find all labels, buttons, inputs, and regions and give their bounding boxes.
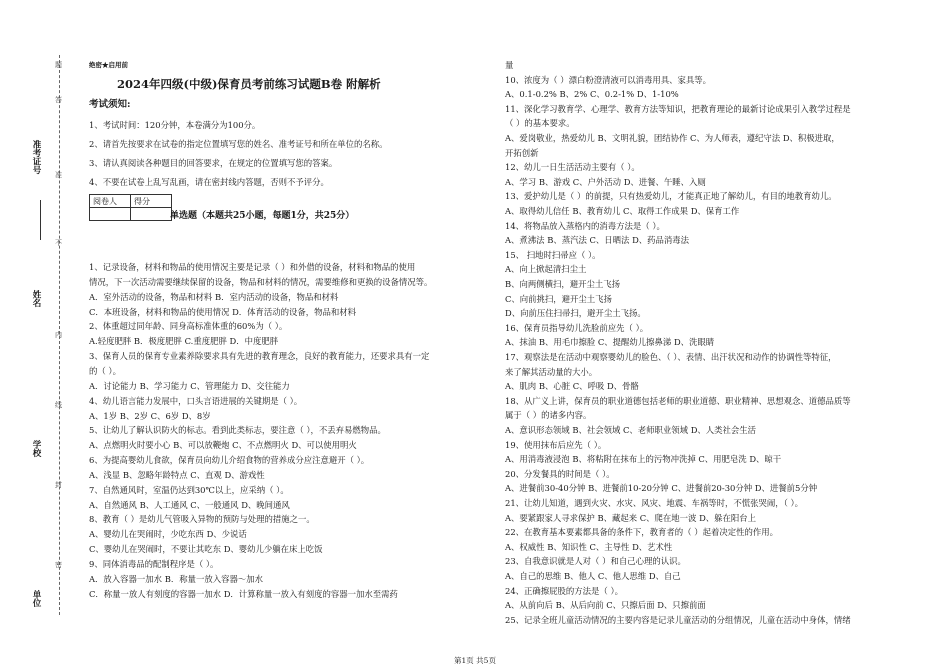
question-line: A、0.1-0.2% B、2% C、0.2-1% D、1-10% [505, 89, 679, 100]
question-line: A、从前向后 B、从后向前 C、只擦后面 D、只擦前面 [505, 600, 706, 611]
seal-mark-da: 答 [55, 96, 62, 104]
score-table-cell[interactable] [131, 208, 172, 221]
section-heading: 单选题（本题共25小题，每题1分，共25分） [170, 211, 355, 221]
question-line: 22、在教育基本要素都具备的条件下，教育者的（ ）起着决定性的作用。 [505, 527, 778, 538]
notice-item: 1、考试时间：120分钟，本卷满分为100分。 [89, 120, 261, 130]
question-line: A、自己的思维 B、他人 C、他人思维 D、自己 [505, 571, 681, 581]
question-line: 14、将物品放入蒸格内的消毒方法是（ ）。 [505, 220, 665, 231]
seal-mark-ti: 题 [55, 61, 62, 69]
question-line: A．讨论能力 B、学习能力 C、管理能力 D、交往能力 [89, 380, 290, 391]
field-underline-exam-number [40, 200, 41, 240]
seal-mark-bu: 不 [55, 239, 62, 247]
question-line: A、向上掀起清扫尘土 [505, 264, 587, 275]
score-table-cell[interactable] [90, 208, 131, 221]
question-line: A、抹油 B、用毛巾擦脸 C、提醒幼儿擦鼻涕 D、洗眼睛 [505, 337, 715, 348]
question-line: A、权威性 B、知识性 C、主导性 D、艺术性 [505, 541, 673, 552]
field-label-unit: 单位 [31, 590, 41, 607]
question-line: 11、深化学习教育学、心理学、教育方法等知识，把教育理论的最新讨论成果引入教学过程是 [505, 103, 851, 114]
question-line: A、要紧跟家人寻求保护 B、藏起来 C、爬在地一波 D、躲在阳台上 [505, 512, 757, 523]
question-line: 18、从广义上讲，保育员的职业道德包括老师的职业道德、职业精神、思想观念、道德品质等 [505, 395, 851, 406]
question-line: 17、观察法是在活动中观察婴幼儿的脸色、（ ）、表情、出汗状况和动作的协调性等特征， [505, 352, 837, 362]
question-line: 量 [505, 60, 514, 70]
notice-item: 4、不要在试卷上乱写乱画，请在密封线内答题，否则不予评分。 [89, 177, 329, 187]
seal-mark-mi: 密 [55, 561, 62, 569]
score-table-score: 得分 [131, 195, 172, 208]
seal-mark-zhun: 准 [55, 171, 62, 179]
question-line: A、浅显 B、忽略年龄特点 C、直观 D、游戏性 [89, 469, 265, 480]
page-title: 2024年四级(中级)保育员考前练习试题B卷 附解析 [117, 77, 381, 91]
question-line: 12、幼儿一日生活活动主要有（ ）。 [505, 162, 640, 173]
score-table [89, 194, 172, 221]
score-table-reviewer: 阅卷人 [90, 195, 131, 208]
question-line: 21、让幼儿知道，遇到火灾、水灾、风灾、地震、车祸等时，不慌张哭闹，（ ）。 [505, 498, 804, 508]
question-line: C、婴幼儿在哭闹时，不要让其吃东 D、婴幼儿少躺在床上吃饭 [89, 544, 323, 555]
field-label-name: 姓名 [31, 290, 41, 307]
question-line: 的（ ）。 [89, 365, 121, 376]
question-line: A、意识形态领域 B、社会领域 C、老师职业领域 D、人类社会生活 [505, 425, 757, 435]
question-line: 23、自我意识就是人对（ ）和自己心理的认识。 [505, 556, 686, 567]
question-line: A、婴幼儿在哭闹时，少吃东西 D、少说话 [89, 529, 247, 540]
question-line: A、爱岗敬业，热爱幼儿 B、文明礼貌，团结协作 C、为人师表，遵纪守法 D、积极进取， [505, 133, 840, 143]
question-line: A、取得幼儿信任 B、教育幼儿 C、取得工作成果 D、保育工作 [505, 206, 740, 216]
secret-label: 绝密★启用前 [89, 61, 128, 69]
question-line: A、煮沸法 B、蒸汽法 C、日晒法 D、药品消毒法 [505, 235, 690, 246]
question-line: 4、幼儿语言能力发展中，口头言语进展的关键期是（ ）。 [89, 395, 303, 406]
question-line: A、自然通风 B、人工通风 C、一般通风 D、晚间通风 [89, 499, 290, 510]
question-line: 开拓创新 [505, 147, 539, 158]
question-line: 7、自然通风时，室温仍达到30℃以上，应采纳（ ）。 [89, 484, 289, 495]
seal-mark-nei: 内 [55, 331, 62, 339]
question-line: A.轻度肥胖 B．极度肥胖 C.重度肥胖 D．中度肥胖 [89, 336, 279, 347]
question-line: 5、让幼儿了解认识防火的标志。看到此类标志，要注意（ ），不丢弃易燃物品。 [89, 425, 386, 436]
question-line: A、学习 B、游戏 C、户外活动 D、进餐、午睡、入厕 [505, 176, 706, 187]
question-line: 15、 扫地时扫帚应（ ）。 [505, 249, 601, 260]
question-line: A．室外活动的设备，物品和材料 B．室内活动的设备，物品和材料 [89, 291, 339, 302]
question-line: 2、体重超过同年龄、同身高标准体重的60%为（ ）。 [89, 321, 288, 332]
question-line: A、1岁 B、2岁 C、6岁 D、8岁 [89, 410, 211, 421]
question-line: 来了解其活动量的大小。 [505, 366, 598, 377]
question-line: 10、浓度为（ ）漂白粉澄清液可以消毒用具、家具等。 [505, 74, 711, 85]
question-line: 情况，下一次活动需要继续保留的设备，物品和材料的情况，需要维修和更换的设备情况等。 [89, 276, 433, 287]
question-line: 19、使用抹布后应先（ ）。 [505, 439, 607, 450]
question-line: 属于（ ）的诸多内容。 [505, 410, 592, 421]
question-line: 13、爱护幼儿是（ ）的前提，只有热爱幼儿，才能真正地了解幼儿，有目的地教育幼儿。 [505, 191, 837, 202]
field-label-school: 学校 [31, 440, 41, 457]
question-line: 1、记录设备，材料和物品的使用情况主要是记录（ ）和外借的设备，材料和物品的使用 [89, 262, 416, 272]
question-line: 8、教育（ ）是幼儿气管吸入异物的预防与处理的措施之一。 [89, 514, 315, 525]
question-line: B、向两侧横扫，避开尘土飞扬 [505, 279, 621, 289]
question-line: A、进餐前30-40分钟 B、进餐前10-20分钟 C、进餐前20-30分钟 D、进餐前5分钟 [505, 483, 818, 494]
question-line: D、向前压住扫帚扫，避开尘土飞扬。 [505, 308, 646, 319]
seal-mark-xian: 线 [55, 401, 62, 409]
seal-mark-feng: 封 [55, 481, 62, 489]
question-line: 20、分发餐具的时间是（ ）。 [505, 468, 615, 479]
question-line: C、向前挑扫，避开尘土飞扬 [505, 293, 612, 304]
question-line: A、用消毒液浸泡 B、将粘附在抹布上的污物冲洗掉 C、用肥皂洗 D、晾干 [505, 454, 782, 465]
notice-item: 3、请认真阅读各种题目的回答要求，在规定的位置填写您的答案。 [89, 158, 338, 168]
question-line: A、点燃明火时要小心 B、可以放鞭炮 C、不点燃明火 D、可以使用明火 [89, 440, 357, 451]
question-line: A．放入容器一加水 B．称量一放入容器～加水 [89, 573, 263, 584]
question-line: 25、记录全班儿童活动情况的主要内容是记录儿童活动的分组情况，儿童在活动中身体，情绪 [505, 614, 851, 625]
field-label-exam-number: 准考证号 [31, 140, 41, 174]
question-line: 16、保育员指导幼儿洗脸前应先（ ）。 [505, 322, 649, 333]
question-line: C．称量一放人有刻度的容器一加水 D．计算称量一放入有刻度的容器一加水至需药 [89, 588, 398, 599]
question-line: 24、正确擦屁股的方法是（ ）。 [505, 585, 623, 596]
question-line: 6、为提高婴幼儿食欲，保育员向幼儿介绍食物的营养成分应注意避开（ ）。 [89, 455, 370, 466]
question-line: （ ）的基本要求。 [505, 118, 575, 129]
page-footer: 第1页 共5页 [454, 656, 496, 665]
question-line: 3、保育人员的保育专业素养除要求具有先进的教育理念，良好的教育能力，还要求具有一定 [89, 351, 430, 362]
notice-item: 2、请首先按要求在试卷的指定位置填写您的姓名、准考证号和所在单位的名称。 [89, 139, 388, 149]
question-line: C．本班设备，材料和物品的使用情况 D．体育活动的设备，物品和材料 [89, 306, 357, 317]
question-line: A、肌肉 B、心脏 C、呼吸 D、骨骼 [505, 381, 639, 392]
notice-heading: 考试须知: [89, 99, 131, 110]
question-line: 9、同体消毒品的配制程序是（ ）。 [89, 559, 219, 569]
